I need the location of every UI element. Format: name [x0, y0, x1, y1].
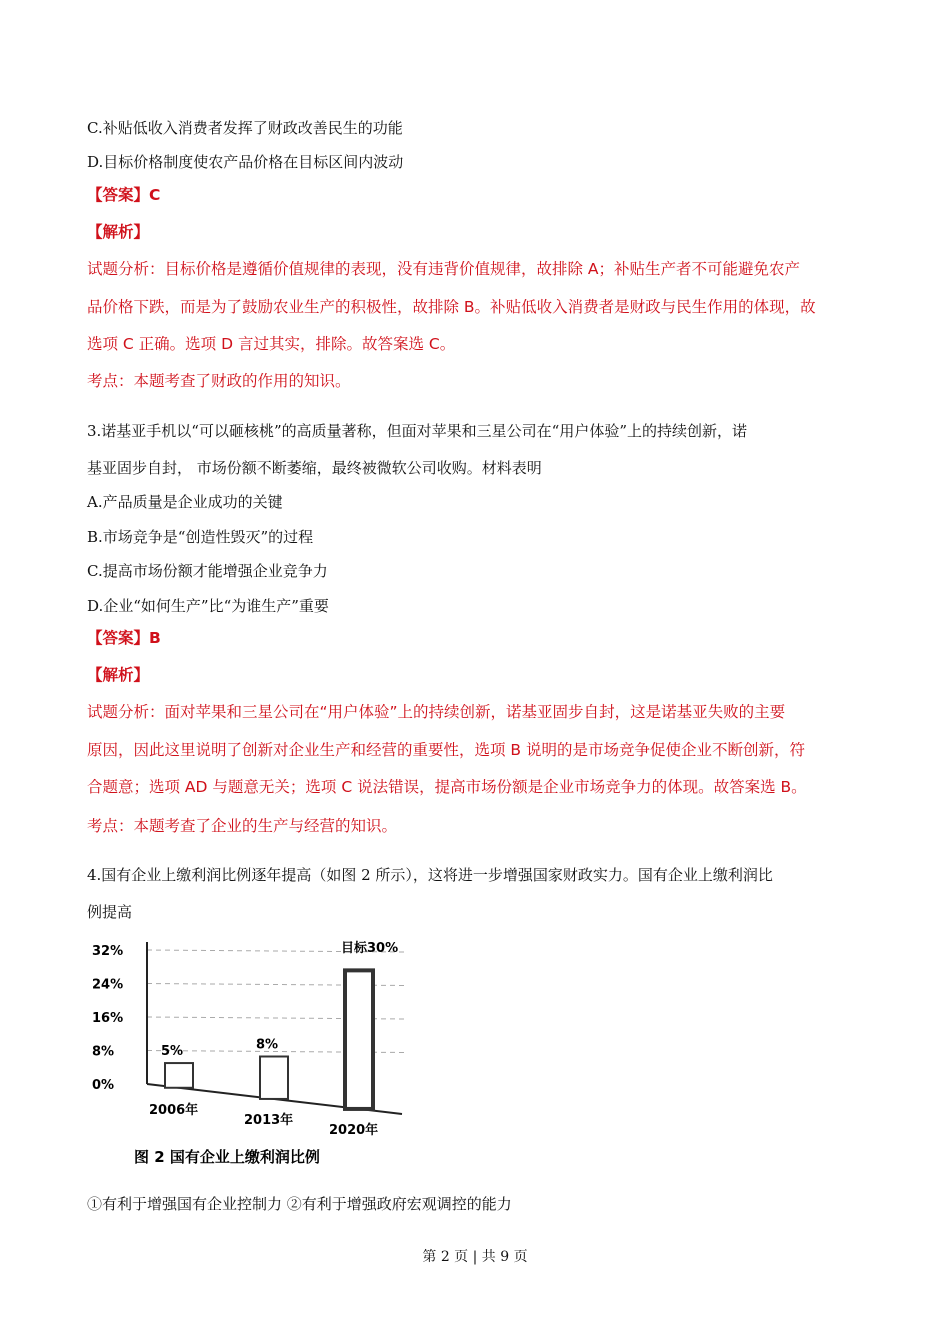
q3-answer: 【答案】B [87, 629, 161, 647]
page-footer: 第 2 页 | 共 9 页 [422, 1249, 528, 1265]
q2-option-c: C.补贴低收入消费者发挥了财政改善民生的功能 [87, 119, 403, 137]
bar [260, 1057, 288, 1099]
data-label: 目标30% [341, 941, 399, 956]
q3-option-d: D.企业“如何生产”比“为谁生产”重要 [87, 597, 329, 615]
y-tick-label: 8% [92, 1044, 115, 1060]
data-label: 8% [256, 1037, 279, 1053]
profit-ratio-chart [84, 932, 414, 1172]
q3-analysis-line: 试题分析：面对苹果和三星公司在“用户体验”上的持续创新，诺基亚固步自封，这是诺基亚失败的主要 [87, 703, 786, 721]
q2-analysis-line: 试题分析：目标价格是遵循价值规律的表现，没有违背价值规律，故排除 A；补贴生产者不可能避免农产 [87, 260, 801, 278]
q3-analysis-line: 合题意；选项 AD 与题意无关；选项 C 说法错误，提高市场份额是企业市场竞争力的体现。故答案选 B。 [87, 778, 807, 796]
chart-title: 图 2 国有企业上缴利润比例 [134, 1148, 320, 1166]
q2-analysis-line: 选项 C 正确。选项 D 言过其实，排除。故答案选 C。 [87, 335, 456, 353]
x-tick-label: 2020年 [329, 1123, 379, 1138]
q2-analysis-label: 【解析】 [87, 223, 150, 241]
q4-choices-line: ①有利于增强国有企业控制力 ②有利于增强政府宏观调控的能力 [87, 1195, 512, 1213]
bar [345, 970, 373, 1109]
q3-analysis-line: 原因，因此这里说明了创新对企业生产和经营的重要性，选项 B 说明的是市场竞争促使企业不断创新，符 [87, 741, 805, 759]
q3-point: 考点：本题考查了企业的生产与经营的知识。 [87, 817, 398, 835]
y-tick-label: 0% [92, 1078, 115, 1093]
chart-svg [84, 932, 414, 1172]
y-tick-label: 24% [92, 977, 124, 993]
x-tick-label: 2013年 [244, 1113, 294, 1128]
q4-stem-line: 例提高 [87, 903, 133, 921]
y-tick-label: 16% [92, 1011, 124, 1026]
q2-answer: 【答案】C [87, 186, 161, 204]
q2-point: 考点：本题考查了财政的作用的知识。 [87, 372, 351, 390]
q4-stem-line: 4.国有企业上缴利润比例逐年提高（如图 2 所示），这将进一步增强国家财政实力。国有企业上缴利润比 [87, 866, 773, 884]
q3-analysis-label: 【解析】 [87, 666, 150, 684]
q3-option-c: C.提高市场份额才能增强企业竞争力 [87, 562, 328, 580]
q3-stem-line: 基亚固步自封， 市场份额不断萎缩，最终被微软公司收购。材料表明 [87, 459, 542, 477]
data-label: 5% [161, 1044, 184, 1060]
x-tick-label: 2006年 [149, 1103, 199, 1118]
y-tick-label: 32% [92, 944, 124, 959]
bar [165, 1063, 193, 1088]
q3-option-a: A.产品质量是企业成功的关键 [87, 493, 283, 511]
q3-stem-line: 3.诺基亚手机以“可以砸核桃”的高质量著称，但面对苹果和三星公司在“用户体验”上的持续创新，诺 [87, 422, 747, 440]
q3-option-b: B.市场竞争是“创造性毁灭”的过程 [87, 528, 314, 546]
q2-option-d: D.目标价格制度使农产品价格在目标区间内波动 [87, 153, 404, 171]
q2-analysis-line: 品价格下跌，而是为了鼓励农业生产的积极性，故排除 B。补贴低收入消费者是财政与民生作用的体现，故 [87, 298, 816, 316]
